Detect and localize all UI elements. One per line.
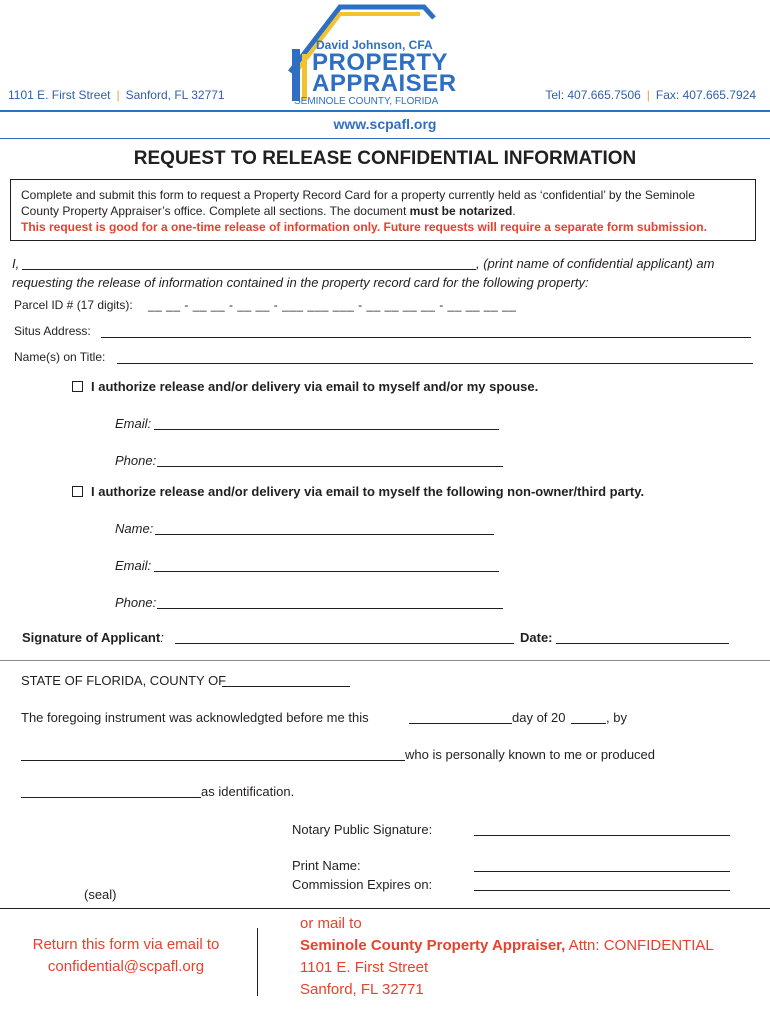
commission-field[interactable] (474, 890, 730, 891)
mail-attn: Attn: CONFIDENTIAL (565, 937, 714, 954)
instructions-line1: Complete and submit this form to request a Property Record Card for a property currently held as ‘confidential’ by the Seminole (21, 188, 695, 202)
one-time-warning: This request is good for a one-time release of information only. Future requests will require a separate form submission. (21, 220, 707, 234)
option2-name-label: Name: (115, 521, 154, 536)
option1-checkbox[interactable] (72, 381, 83, 392)
footer-divider (0, 908, 770, 909)
commission-label: Commission Expires on: (292, 877, 433, 892)
state-county-label: STATE OF FLORIDA, COUNTY OF (21, 673, 227, 688)
notary-divider (0, 660, 770, 661)
notary-signature-field[interactable] (474, 835, 730, 836)
website-rule (0, 138, 770, 139)
county-field[interactable] (222, 686, 350, 687)
header-tel: Tel: 407.665.7506 (545, 88, 641, 102)
ack-day-field[interactable] (409, 723, 512, 724)
situs-address-field[interactable] (101, 337, 751, 338)
logo (282, 4, 472, 108)
seal-label: (seal) (84, 887, 117, 902)
option1-phone-label: Phone: (115, 453, 157, 468)
notary-signature-label: Notary Public Signature: (292, 822, 433, 837)
option2-name-field[interactable] (155, 534, 494, 535)
ack-prefix: The foregoing instrument was acknowledgted before me this (21, 710, 369, 725)
return-email-link[interactable]: confidential@scpafl.org (47, 958, 205, 975)
option2-checkbox[interactable] (72, 486, 83, 497)
applicant-suffix: , (print name of confidential applicant) am (476, 256, 715, 271)
print-name-label: Print Name: (292, 858, 361, 873)
names-label: Name(s) on Title: (14, 350, 106, 364)
mail-org: Seminole County Property Appraiser, (300, 937, 566, 954)
instructions-text: County Property Appraiser’s office. Complete all sections. The document (21, 204, 410, 218)
known-label: who is personally known to me or produced (405, 747, 656, 762)
option2-row (72, 484, 644, 499)
logo-name: David Johnson, CFA (316, 38, 433, 52)
option1-email-label: Email: (115, 416, 152, 431)
header-separator: | (646, 88, 650, 102)
option1-email-field[interactable] (154, 429, 499, 430)
instructions-box (10, 179, 756, 241)
option2-label: I authorize release and/or delivery via email to myself the following non-owner/third party. (91, 484, 645, 499)
logo-line2: APPRAISER (312, 70, 457, 97)
instructions-period: . (512, 204, 516, 218)
signature-label (22, 630, 164, 645)
header-contact (545, 88, 756, 102)
header-rule (0, 110, 770, 112)
option1-row (72, 379, 538, 394)
situs-label: Situs Address: (14, 324, 91, 338)
mail-street: 1101 E. First Street (300, 959, 429, 976)
logo-line1: PROPERTY (312, 49, 449, 76)
option1-label: I authorize release and/or delivery via email to myself and/or my spouse. (91, 379, 539, 394)
date-field[interactable] (556, 643, 729, 644)
header-street: 1101 E. First Street (8, 88, 111, 102)
return-line1: Return this form via email to (32, 936, 220, 953)
mail-name (300, 937, 714, 954)
parcel-input[interactable]: __ __ - __ __ - __ __ - ___ ___ ___ - __ __ __ __ - __ __ __ __ (148, 298, 517, 312)
applicant-prefix: I, (12, 256, 20, 271)
header-city: Sanford, FL 32771 (125, 88, 225, 102)
option1-phone-field[interactable] (157, 466, 503, 467)
identification-label: as identification. (201, 784, 295, 799)
applicant-line2: requesting the release of information contained in the property record card for the following property: (12, 275, 589, 290)
option2-phone-label: Phone: (115, 595, 157, 610)
ack-by-label: , by (606, 710, 627, 725)
footer-vertical-rule (257, 928, 258, 996)
applicant-name-field[interactable] (22, 269, 476, 270)
parcel-label: Parcel ID # (17 digits): (14, 298, 133, 312)
instructions-line2 (21, 203, 745, 219)
ack-day-label: day of 20 (512, 710, 566, 725)
ack-person-field[interactable] (21, 760, 405, 761)
option2-email-field[interactable] (154, 571, 499, 572)
logo-county: SEMINOLE COUNTY, FLORIDA (294, 96, 439, 107)
date-label: Date: (520, 630, 553, 645)
mail-city: Sanford, FL 32771 (300, 981, 424, 998)
names-on-title-field[interactable] (117, 363, 753, 364)
website-link[interactable]: www.scpafl.org (333, 116, 437, 132)
option2-phone-field[interactable] (157, 608, 503, 609)
header-fax: Fax: 407.665.7924 (655, 88, 756, 102)
signature-colon: : (160, 630, 164, 645)
option2-email-label: Email: (115, 558, 152, 573)
or-mail-to: or mail to (300, 915, 362, 932)
identification-field[interactable] (21, 797, 201, 798)
signature-label-text: Signature of Applicant (22, 630, 161, 645)
print-name-field[interactable] (474, 871, 730, 872)
header-address (8, 88, 225, 102)
page-title: REQUEST TO RELEASE CONFIDENTIAL INFORMATION (133, 148, 637, 169)
must-be-notarized: must be notarized (409, 204, 513, 218)
ack-year-field[interactable] (571, 723, 606, 724)
applicant-signature-field[interactable] (175, 643, 514, 644)
header-separator: | (116, 88, 120, 102)
